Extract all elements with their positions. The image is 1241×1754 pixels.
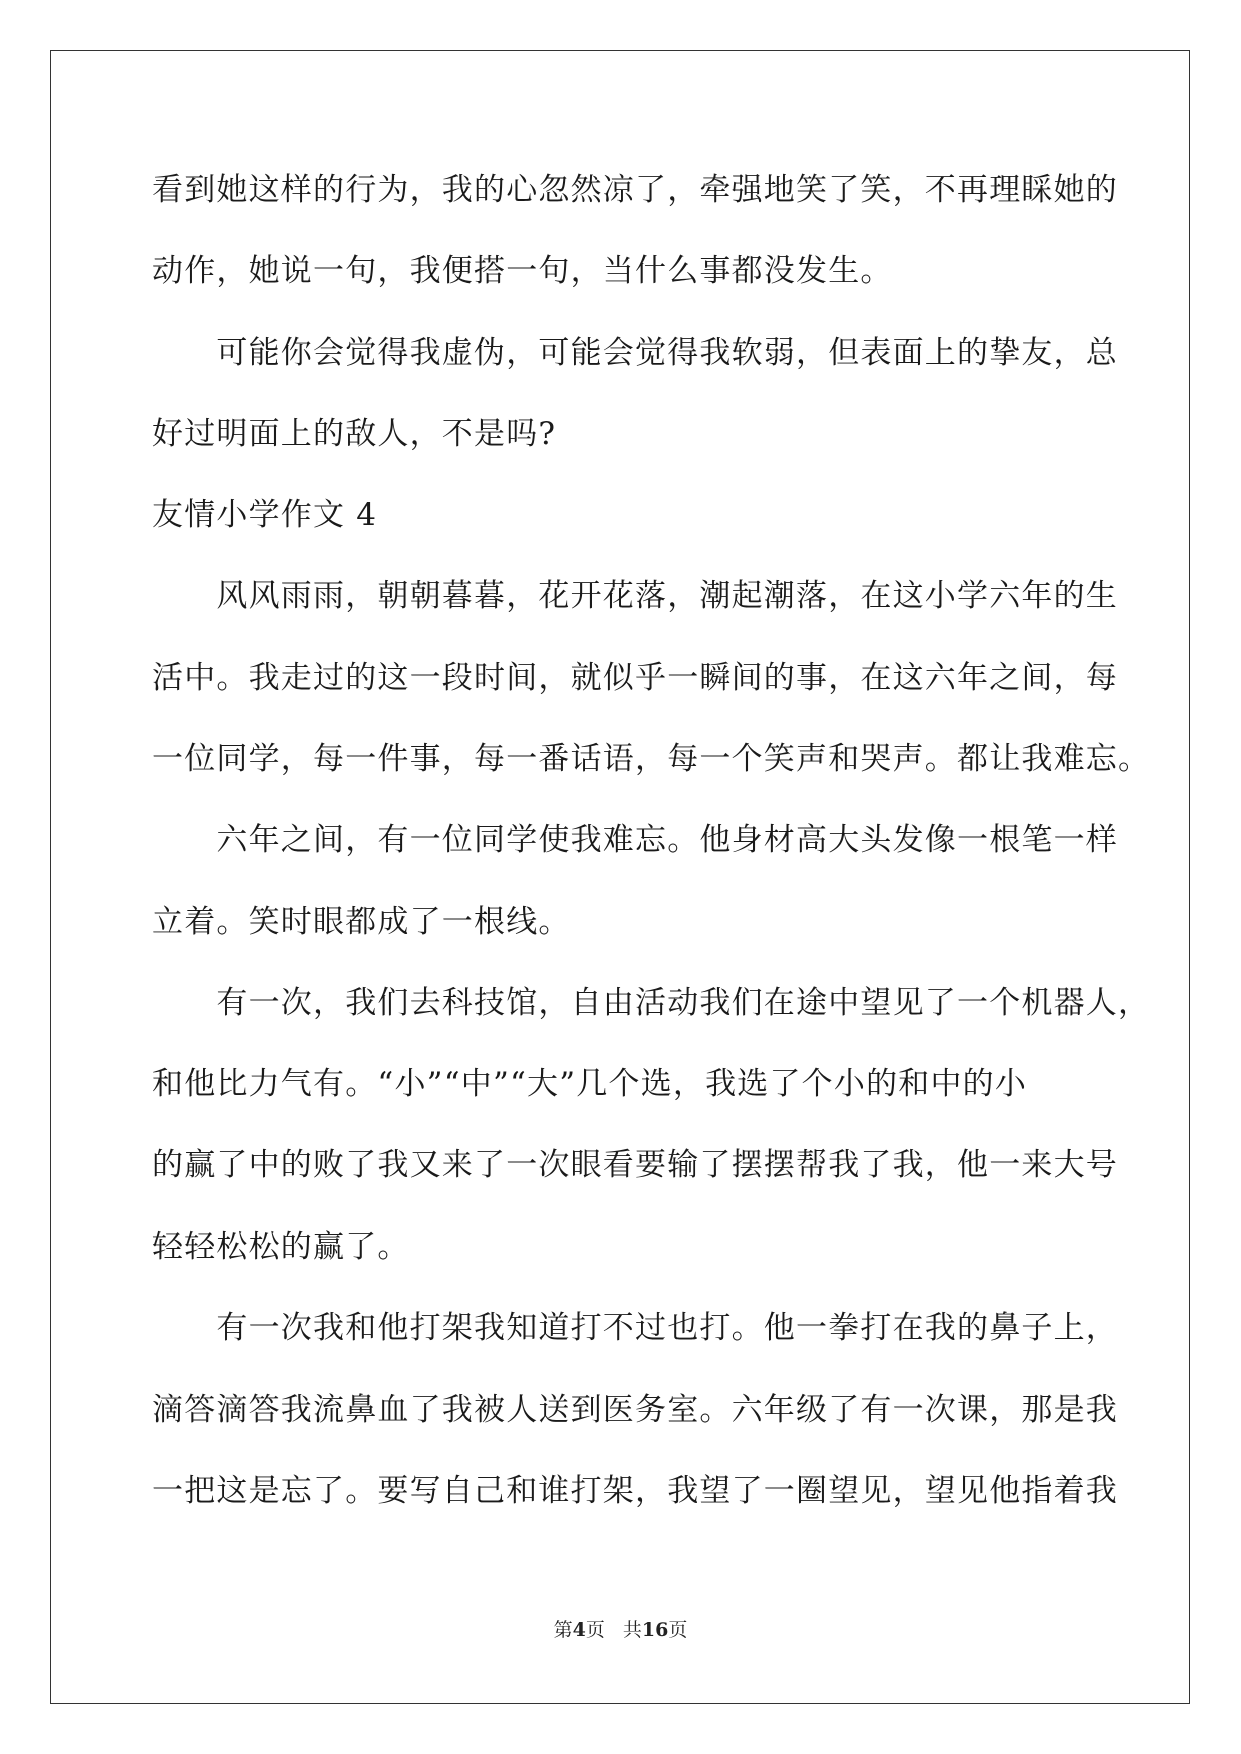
text-line-6: 风风雨雨，朝朝暮暮，花开花落，潮起潮落，在这小学六年的生 xyxy=(152,578,1118,614)
text-line-10: 立着。笑时眼都成了一根线。 xyxy=(152,904,571,940)
text-line-16: 滴答滴答我流鼻血了我被人送到医务室。六年级了有一次课，那是我 xyxy=(152,1392,1118,1428)
text-line-15: 有一次我和他打架我知道打不过也打。他一拳打在我的鼻子上， xyxy=(152,1310,1118,1346)
section-heading: 友情小学作文 4 xyxy=(152,497,378,533)
text-line-9: 六年之间，有一位同学使我难忘。他身材高大头发像一根笔一样 xyxy=(152,822,1118,858)
text-line-17: 一把这是忘了。要写自己和谁打架，我望了一圈望见，望见他指着我 xyxy=(152,1473,1118,1509)
footer-page-prefix: 第 xyxy=(553,1619,573,1641)
footer-total-prefix: 共 xyxy=(622,1619,642,1641)
footer-page-suffix: 页 xyxy=(585,1619,605,1641)
text-line-12: 和他比力气有。“小”“中”“大”几个选，我选了个小的和中的小 xyxy=(152,1066,1028,1102)
footer-total-suffix: 页 xyxy=(668,1619,688,1641)
text-line-1: 看到她这样的行为，我的心忽然凉了，牵强地笑了笑，不再理睬她的 xyxy=(152,172,1118,208)
text-line-2: 动作，她说一句，我便搭一句，当什么事都没发生。 xyxy=(152,253,893,289)
text-line-14: 轻轻松松的赢了。 xyxy=(152,1229,410,1265)
text-line-13: 的赢了中的败了我又来了一次眼看要输了摆摆帮我了我，他一来大号 xyxy=(152,1147,1118,1183)
footer-page-current: 4 xyxy=(572,1619,586,1641)
footer-page-total: 16 xyxy=(641,1619,669,1641)
text-line-3: 可能你会觉得我虚伪，可能会觉得我软弱，但表面上的挚友，总 xyxy=(152,335,1118,371)
text-line-7: 活中。我走过的这一段时间，就似乎一瞬间的事，在这六年之间，每 xyxy=(152,660,1118,696)
page-border xyxy=(50,50,1190,1704)
text-line-8: 一位同学，每一件事，每一番话语，每一个笑声和哭声。都让我难忘。 xyxy=(152,741,1151,777)
text-line-11: 有一次，我们去科技馆，自由活动我们在途中望见了一个机器人， xyxy=(152,985,1151,1021)
text-line-4: 好过明面上的敌人，不是吗? xyxy=(152,416,557,452)
page-footer xyxy=(0,1618,1241,1642)
